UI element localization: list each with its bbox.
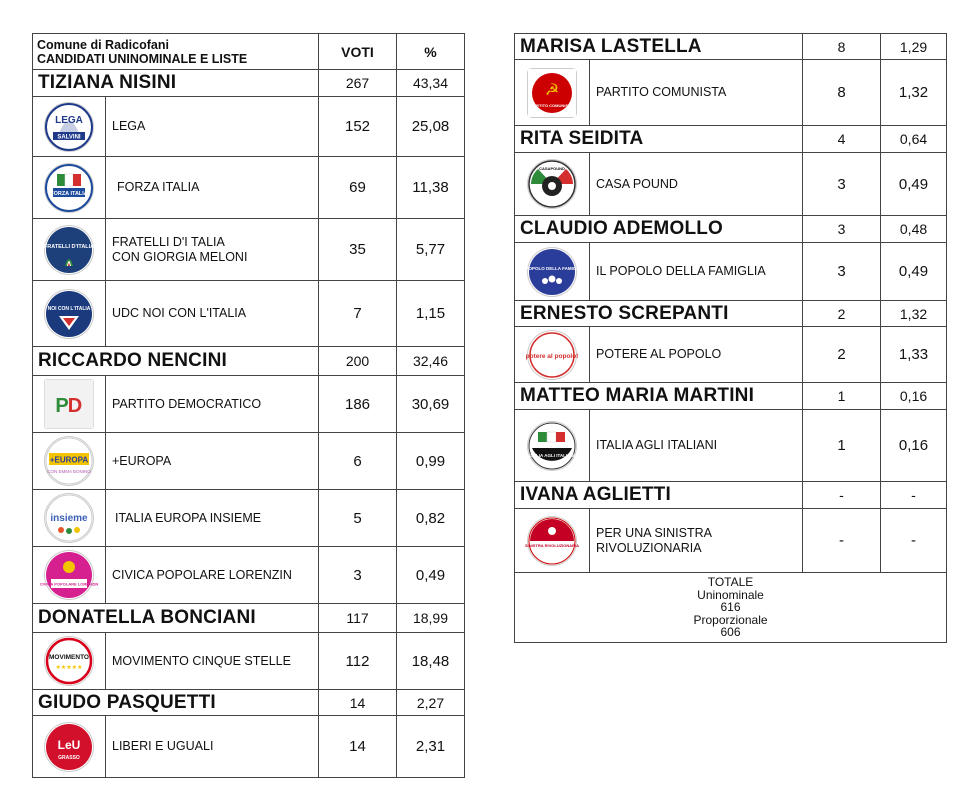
svg-text:insieme: insieme: [50, 513, 88, 524]
comune-title: Comune di Radicofani: [37, 37, 169, 52]
list-row: [33, 633, 465, 690]
list-name: LIBERI E UGUALI: [106, 716, 319, 778]
candidate-row: [515, 482, 947, 509]
candidate-votes: -: [803, 482, 881, 509]
candidate-votes: 2: [803, 301, 881, 327]
partito-comunista-logo-icon: [528, 69, 576, 117]
list-pct: 25,08: [397, 97, 465, 157]
list-row: [33, 490, 465, 547]
header-title-cell: [33, 34, 319, 70]
list-row: [33, 547, 465, 604]
list-pct: -: [881, 509, 947, 573]
totals-cell: [515, 573, 947, 643]
list-row: [33, 157, 465, 219]
popolo-famiglia-logo-icon: [520, 248, 584, 296]
candidate-row: [515, 383, 947, 410]
noi-con-italia-logo-icon: [45, 290, 93, 338]
list-votes: 5: [319, 490, 397, 547]
list-pct: 0,82: [397, 490, 465, 547]
list-name: MOVIMENTO CINQUE STELLE: [106, 633, 319, 690]
candidate-row: [515, 34, 947, 60]
list-pct: 30,69: [397, 376, 465, 433]
list-pct: 0,49: [881, 243, 947, 301]
svg-text:SINISTRA RIVOLUZIONARIA: SINISTRA RIVOLUZIONARIA: [524, 542, 580, 548]
svg-text:LEGA: LEGA: [55, 114, 83, 126]
list-name: CASA POUND: [590, 153, 803, 216]
list-row: [515, 509, 947, 573]
potere-al-popolo-logo-icon: [525, 331, 579, 379]
candidate-name: RICCARDO NENCINI: [33, 347, 319, 376]
forza-italia-logo-icon: [45, 164, 93, 212]
list-name: PER UNA SINISTRA RIVOLUZIONARIA: [590, 509, 803, 573]
list-votes: -: [803, 509, 881, 573]
liberi-uguali-logo-icon: [45, 723, 93, 771]
candidate-pct: 32,46: [397, 347, 465, 376]
list-row: [515, 327, 947, 383]
proporzionale-label: Proporzionale: [693, 612, 768, 627]
list-name: ITALIA AGLI ITALIANI: [590, 410, 803, 482]
svg-text:ITALIA AGLI ITALIANI: ITALIA AGLI ITALIANI: [529, 452, 575, 458]
svg-text:CIVICA POPOLARE LORENZIN: CIVICA POPOLARE LORENZIN: [39, 581, 99, 587]
candidate-row: [515, 301, 947, 327]
svg-text:D: D: [67, 395, 83, 417]
svg-text:FORZA ITALIA: FORZA ITALIA: [50, 190, 88, 197]
totals-label: TOTALE: [707, 575, 754, 589]
list-row: [33, 281, 465, 347]
list-row: [33, 433, 465, 490]
list-pct: 1,32: [881, 60, 947, 126]
candidate-votes: 4: [803, 126, 881, 153]
svg-text:potere al popolo!: potere al popolo!: [525, 352, 579, 360]
subtitle: CANDIDATI UNINOMINALE E LISTE: [37, 51, 248, 66]
candidate-votes: 267: [319, 70, 397, 97]
list-row: [33, 376, 465, 433]
insieme-logo-icon: [45, 494, 93, 542]
list-name: PARTITO DEMOCRATICO: [106, 376, 319, 433]
list-pct: 0,49: [397, 547, 465, 604]
candidate-row: [515, 216, 947, 243]
pd-logo-icon: [45, 380, 93, 428]
svg-text:★★★★★: ★★★★★: [55, 664, 83, 671]
list-name: LEGA: [106, 97, 319, 157]
candidate-votes: 117: [319, 604, 397, 633]
list-votes: 152: [319, 97, 397, 157]
m5s-logo-icon: [45, 637, 93, 685]
svg-text:CON EMMA BONINO: CON EMMA BONINO: [47, 469, 91, 474]
svg-text:LeU: LeU: [57, 737, 81, 752]
list-name: +EUROPA: [106, 433, 319, 490]
casapound-logo-icon: [528, 160, 576, 208]
list-name: PARTITO COMUNISTA: [590, 60, 803, 126]
list-votes: 186: [319, 376, 397, 433]
candidate-name: MARISA LASTELLA: [515, 34, 803, 60]
list-pct: 5,77: [397, 219, 465, 281]
candidate-pct: -: [881, 482, 947, 509]
candidate-pct: 43,34: [397, 70, 465, 97]
candidate-name: RITA SEIDITA: [515, 126, 803, 153]
list-votes: 69: [319, 157, 397, 219]
list-pct: 18,48: [397, 633, 465, 690]
list-name: ITALIA EUROPA INSIEME: [106, 490, 319, 547]
list-votes: 7: [319, 281, 397, 347]
candidate-name: CLAUDIO ADEMOLLO: [515, 216, 803, 243]
candidate-pct: 0,16: [881, 383, 947, 410]
candidate-pct: 0,48: [881, 216, 947, 243]
candidate-name: ERNESTO SCREPANTI: [515, 301, 803, 327]
candidate-name: GIUDO PASQUETTI: [33, 690, 319, 716]
table-header-row: [33, 34, 465, 70]
piu-europa-logo-icon: [45, 437, 93, 485]
list-row: [33, 97, 465, 157]
candidate-row: [33, 690, 465, 716]
candidate-votes: 1: [803, 383, 881, 410]
list-name: IL POPOLO DELLA FAMIGLIA: [590, 243, 803, 301]
candidate-row: [33, 347, 465, 376]
italia-agli-italiani-logo-icon: [528, 422, 576, 470]
uninominale-label: Uninominale: [697, 587, 764, 602]
pct-header: %: [397, 34, 465, 70]
candidate-pct: 18,99: [397, 604, 465, 633]
candidate-votes: 200: [319, 347, 397, 376]
list-name: UDC NOI CON L'ITALIA: [106, 281, 319, 347]
candidate-votes: 8: [803, 34, 881, 60]
candidate-votes: 3: [803, 216, 881, 243]
list-row: [515, 153, 947, 216]
list-votes: 14: [319, 716, 397, 778]
candidate-name: MATTEO MARIA MARTINI: [515, 383, 803, 410]
fratelli-italia-logo-icon: [45, 226, 93, 274]
svg-text:GRASSO: GRASSO: [58, 754, 80, 761]
candidate-pct: 0,64: [881, 126, 947, 153]
list-row: [515, 60, 947, 126]
list-name: POTERE AL POPOLO: [590, 327, 803, 383]
list-votes: 6: [319, 433, 397, 490]
svg-text:CASAPOUND: CASAPOUND: [539, 166, 565, 171]
totals-row: [515, 573, 947, 643]
candidate-name: TIZIANA NISINI: [33, 70, 319, 97]
svg-text:FRATELLI D'ITALIA: FRATELLI D'ITALIA: [43, 243, 95, 250]
list-votes: 1: [803, 410, 881, 482]
list-pct: 1,33: [881, 327, 947, 383]
svg-text:IL POPOLO DELLA FAMIGLIA: IL POPOLO DELLA FAMIGLIA: [520, 265, 584, 271]
candidate-pct: 1,29: [881, 34, 947, 60]
right-results-table: [514, 33, 947, 643]
list-votes: 2: [803, 327, 881, 383]
list-votes: 3: [803, 243, 881, 301]
candidate-pct: 1,32: [881, 301, 947, 327]
list-row: [515, 243, 947, 301]
civica-popolare-logo-icon: [39, 551, 99, 599]
svg-text:P: P: [55, 395, 69, 417]
list-row: [515, 410, 947, 482]
list-votes: 3: [803, 153, 881, 216]
proporzionale-value: 606: [720, 625, 741, 639]
list-pct: 1,15: [397, 281, 465, 347]
list-row: [33, 219, 465, 281]
candidate-pct: 2,27: [397, 690, 465, 716]
list-votes: 3: [319, 547, 397, 604]
list-votes: 35: [319, 219, 397, 281]
lega-logo-icon: [45, 103, 93, 151]
list-row: [33, 716, 465, 778]
candidate-votes: 14: [319, 690, 397, 716]
candidate-name: DONATELLA BONCIANI: [33, 604, 319, 633]
sinistra-rivoluzionaria-logo-icon: [524, 517, 580, 565]
list-votes: 8: [803, 60, 881, 126]
svg-text:PARTITO COMUNISTA: PARTITO COMUNISTA: [530, 102, 574, 108]
list-pct: 0,16: [881, 410, 947, 482]
list-name: FORZA ITALIA: [106, 157, 319, 219]
candidate-row: [33, 604, 465, 633]
candidate-name: IVANA AGLIETTI: [515, 482, 803, 509]
list-name: CIVICA POPOLARE LORENZIN: [106, 547, 319, 604]
svg-text:☭: ☭: [544, 79, 560, 99]
left-results-table: [32, 33, 465, 778]
candidate-row: [33, 70, 465, 97]
list-pct: 11,38: [397, 157, 465, 219]
svg-text:NOI CON L'ITALIA: NOI CON L'ITALIA: [47, 305, 91, 312]
list-pct: 0,99: [397, 433, 465, 490]
svg-text:+EUROPA: +EUROPA: [49, 455, 89, 465]
list-name: FRATELLI D'I TALIA CON GIORGIA MELONI: [106, 219, 319, 281]
svg-text:MOVIMENTO: MOVIMENTO: [49, 654, 89, 661]
candidate-row: [515, 126, 947, 153]
list-pct: 2,31: [397, 716, 465, 778]
uninominale-value: 616: [720, 600, 741, 614]
svg-text:SALVINI: SALVINI: [57, 134, 81, 140]
voti-header: VOTI: [319, 34, 397, 70]
list-pct: 0,49: [881, 153, 947, 216]
list-votes: 112: [319, 633, 397, 690]
